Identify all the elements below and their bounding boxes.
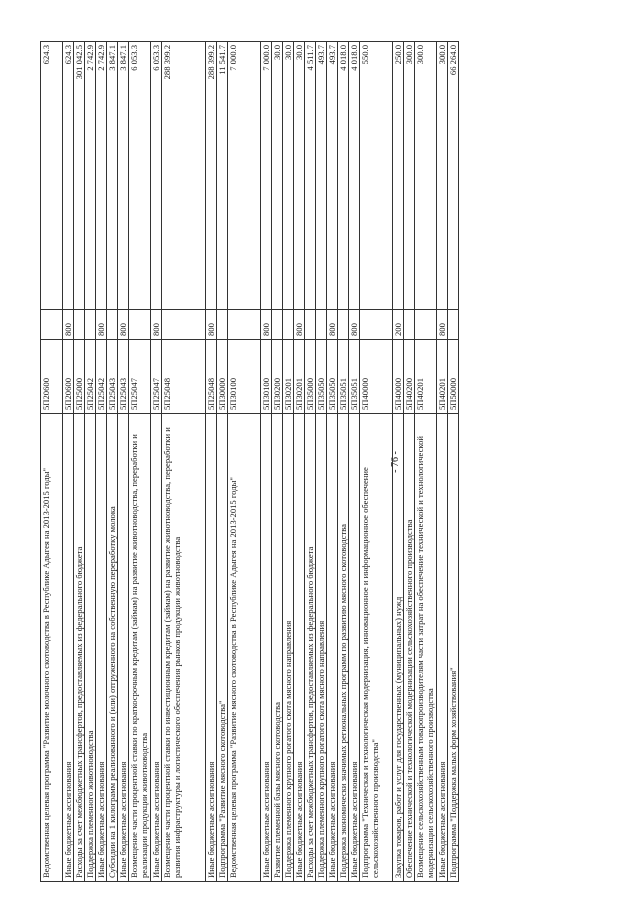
row-code: 5П25047 [129,340,151,414]
row-code: 5П25042 [96,340,107,414]
row-name: Иные бюджетные ассигнования [261,414,272,882]
row-vr: 800 [206,310,217,340]
row-name: Иные бюджетные ассигнования [206,414,217,882]
row-name: Возмещение сельскохозяйственным товаропроизводителям части затрат на обеспечение технической и технологической модернизации сельскохозяйственного производства [415,414,437,882]
table-row [437,42,448,882]
row-code: 5П25043 [118,340,129,414]
table-row [393,42,404,882]
row-name: Ведомственная целевая программа "Развитие мясного скотоводства в Республике Адыгея на 2013-2015 годы" [228,414,261,882]
table-row [360,42,393,882]
table-row [261,42,272,882]
row-vr [228,310,261,340]
row-code: 5П25000 [74,340,85,414]
table-row [415,42,437,882]
row-vr [448,310,459,340]
row-name: Иные бюджетные ассигнования [96,414,107,882]
row-vr [74,310,85,340]
row-name: Подпрограмма "Развитие мясного скотоводства" [217,414,228,882]
row-code: 5П25043 [107,340,118,414]
row-amount: 4 018.0 [338,42,349,310]
row-vr: 800 [437,310,448,340]
table-row [327,42,338,882]
row-amount: 2 742.9 [96,42,107,310]
row-code: 5П30200 [272,340,283,414]
row-code: 5П30201 [283,340,294,414]
row-vr [85,310,96,340]
table-row [283,42,294,882]
row-code: 5П30201 [294,340,305,414]
row-name: Поддержка племенного крупного рогатого скота мясного направления [316,414,327,882]
row-code: 5П20600 [41,340,63,414]
row-vr: 800 [63,310,74,340]
row-amount: 288 399.2 [206,42,217,310]
row-amount: 7 000.0 [261,42,272,310]
row-amount: 3 847.1 [107,42,118,310]
row-amount: 30.0 [294,42,305,310]
row-name: Иные бюджетные ассигнования [63,414,74,882]
row-name: Поддержка племенного животноводства [85,414,96,882]
row-name: Подпрограмма "Поддержка малых форм хозяйствования" [448,414,459,882]
row-name: Развитие племенной базы мясного скотоводства [272,414,283,882]
row-vr [272,310,283,340]
row-code: 5П40201 [415,340,437,414]
row-vr [129,310,151,340]
row-name: Возмещение части процентной ставки по краткосрочным кредитам (займам) на развитие животноводства, переработки и реализации продукции животноводства [129,414,151,882]
row-vr [360,310,393,340]
row-name: Иные бюджетные ассигнования [349,414,360,882]
row-name: Иные бюджетные ассигнования [437,414,448,882]
row-name: Подпрограмма "Техническая и технологическая модернизация, инновационное и информационное обеспечение сельскохозяйственного производства" [360,414,393,882]
row-vr [316,310,327,340]
row-code: 5П35051 [338,340,349,414]
row-code: 5П40201 [437,340,448,414]
row-amount: 300.0 [404,42,415,310]
row-code: 5П25047 [151,340,162,414]
row-name: Поддержка экономически значимых региональных программ по развитию мясного скотоводства [338,414,349,882]
row-code: 5П25048 [162,340,206,414]
row-code: 5П35000 [305,340,316,414]
row-name: Возмещение части процентной ставки по инвестиционным кредитам (займам) на развитие животноводства, переработки и развития инфраструктуры и логистического обеспечения рынков продукции животноводства [162,414,206,882]
row-vr [162,310,206,340]
table-row [272,42,283,882]
row-amount: 4 018.0 [349,42,360,310]
row-code: 5П25042 [85,340,96,414]
row-code: 5П40000 [360,340,393,414]
row-amount: 30.0 [272,42,283,310]
budget-table [40,41,459,882]
row-name: Иные бюджетные ассигнования [327,414,338,882]
row-amount: 624.3 [63,42,74,310]
table-row [349,42,360,882]
table-row [129,42,151,882]
row-name: Закупка товаров, работ и услуг для государственных (муниципальных) нужд [393,414,404,882]
row-name: Расходы за счет межбюджетных трансфертов, предоставляемых из федерального бюджета [305,414,316,882]
row-name: Иные бюджетные ассигнования [151,414,162,882]
row-vr: 800 [294,310,305,340]
table-row [107,42,118,882]
table-row [228,42,261,882]
row-amount: 11 541.7 [217,42,228,310]
table-row [74,42,85,882]
row-name: Иные бюджетные ассигнования [118,414,129,882]
row-name: Субсидии на 1 килограмм реализованного и (или) отгруженного на собственную переработку молока [107,414,118,882]
table-row [404,42,415,882]
table-row [162,42,206,882]
table-row [118,42,129,882]
row-amount: 66 264.0 [448,42,459,310]
row-vr: 200 [393,310,404,340]
table-row [294,42,305,882]
row-code: 5П35050 [316,340,327,414]
row-amount: 7 000.0 [228,42,261,310]
row-name: Расходы за счет межбюджетных трансфертов, предоставляемых из федерального бюджета [74,414,85,882]
row-code: 5П30000 [217,340,228,414]
row-code: 5П40000 [393,340,404,414]
table-row [338,42,349,882]
row-code: 5П20600 [63,340,74,414]
row-name: Обеспечение технической и технологической модернизации сельскохозяйственного производства [404,414,415,882]
row-vr: 800 [118,310,129,340]
row-vr [41,310,63,340]
table-row [305,42,316,882]
table-row [217,42,228,882]
row-code: 5П25048 [206,340,217,414]
row-amount: 301 042.5 [74,42,85,310]
table-row [41,42,63,882]
row-vr: 800 [261,310,272,340]
row-code: 5П30100 [261,340,272,414]
row-code: 5П50000 [448,340,459,414]
row-amount: 300.0 [415,42,437,310]
table-row [151,42,162,882]
table-row [85,42,96,882]
row-amount: 6 053.3 [151,42,162,310]
row-vr [283,310,294,340]
row-name: Ведомственная целевая программа "Развитие молочного скотоводства в Республике Адыгея на 2013-2015 годы" [41,414,63,882]
table-row [96,42,107,882]
row-vr [404,310,415,340]
row-name: Иные бюджетные ассигнования [294,414,305,882]
table-row [206,42,217,882]
row-vr [217,310,228,340]
row-vr [107,310,118,340]
row-amount: 2 742.9 [85,42,96,310]
row-amount: 493.7 [327,42,338,310]
row-vr: 800 [151,310,162,340]
row-vr: 800 [327,310,338,340]
row-amount: 550.0 [360,42,393,310]
row-amount: 30.0 [283,42,294,310]
row-code: 5П30100 [228,340,261,414]
row-vr [415,310,437,340]
row-amount: 288 399.2 [162,42,206,310]
rotated-page [40,32,620,892]
row-amount: 250.0 [393,42,404,310]
row-vr [338,310,349,340]
row-vr [305,310,316,340]
page-number: - 76 - [390,451,401,473]
row-code: 5П35051 [349,340,360,414]
table-row [448,42,459,882]
row-amount: 493.7 [316,42,327,310]
row-code: 5П35050 [327,340,338,414]
row-amount: 3 847.1 [118,42,129,310]
table-row [63,42,74,882]
table-row [316,42,327,882]
row-amount: 624.3 [41,42,63,310]
row-vr: 800 [349,310,360,340]
row-amount: 4 511.7 [305,42,316,310]
row-vr: 800 [96,310,107,340]
row-name: Поддержка племенного крупного рогатого скота мясного направления [283,414,294,882]
row-code: 5П40200 [404,340,415,414]
row-amount: 6 053.3 [129,42,151,310]
row-amount: 300.0 [437,42,448,310]
